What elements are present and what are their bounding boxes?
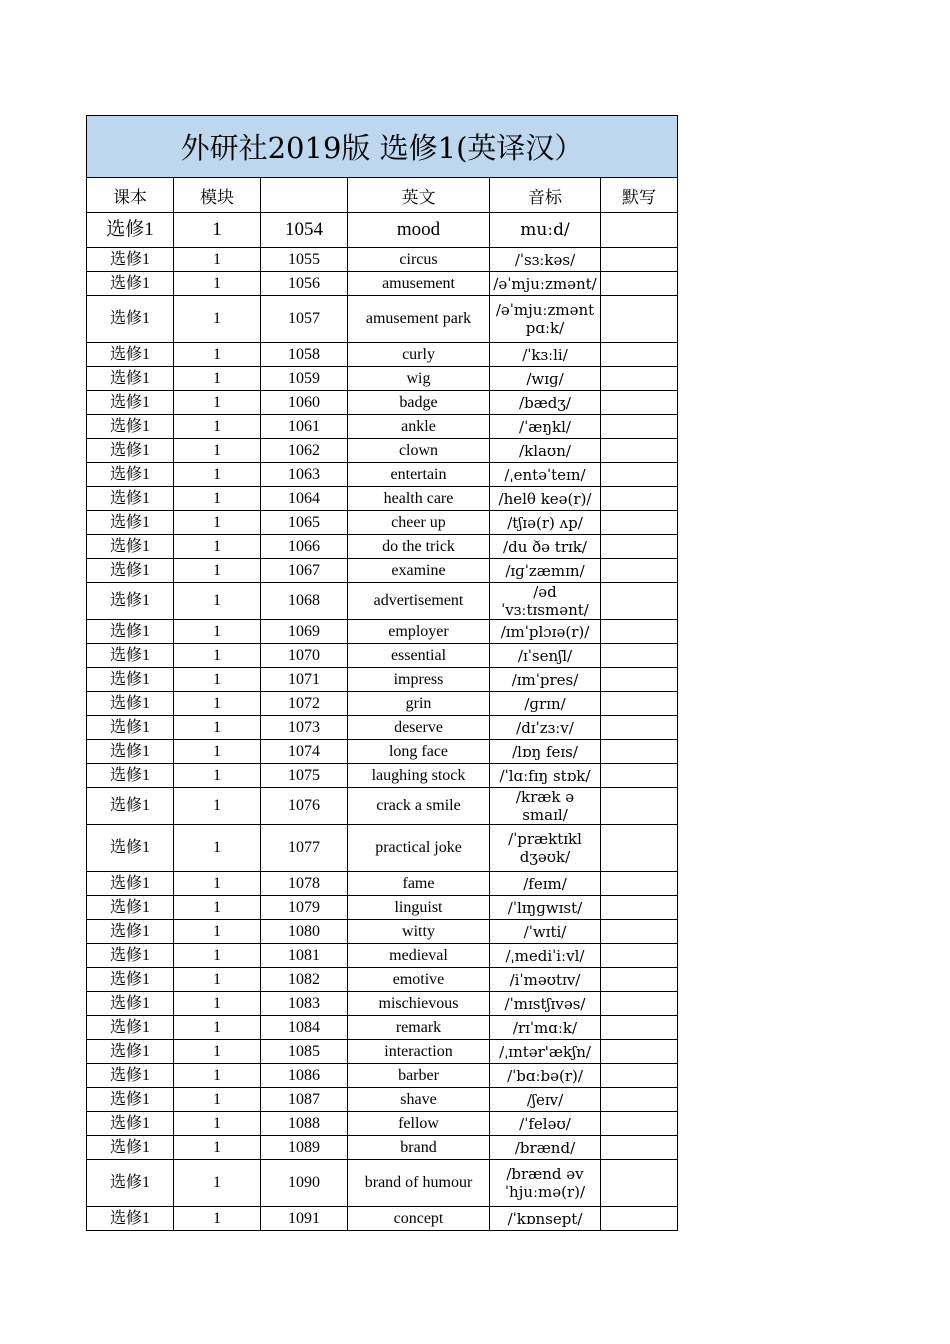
cell-phonetic: /ɪmˈplɔɪə(r)/ — [490, 620, 601, 644]
cell-book: 选修1 — [87, 968, 174, 992]
cell-book: 选修1 — [87, 1136, 174, 1160]
cell-book: 选修1 — [87, 367, 174, 391]
cell-english: laughing stock — [348, 764, 490, 788]
cell-dictation[interactable] — [601, 559, 678, 583]
table-row — [87, 692, 678, 716]
cell-number: 1068 — [261, 583, 348, 620]
table-row — [87, 296, 678, 343]
cell-book: 选修1 — [87, 740, 174, 764]
cell-dictation[interactable] — [601, 968, 678, 992]
table-row — [87, 1088, 678, 1112]
table-row — [87, 1160, 678, 1207]
cell-dictation[interactable] — [601, 487, 678, 511]
cell-english: advertisement — [348, 583, 490, 620]
cell-number: 1085 — [261, 1040, 348, 1064]
cell-book: 选修1 — [87, 248, 174, 272]
cell-number: 1069 — [261, 620, 348, 644]
cell-book: 选修1 — [87, 272, 174, 296]
cell-module: 1 — [174, 463, 261, 487]
header-dictation: 默写 — [601, 178, 678, 213]
table-row — [87, 213, 678, 248]
cell-phonetic: /ɪɡˈzæmɪn/ — [490, 559, 601, 583]
cell-dictation[interactable] — [601, 825, 678, 872]
cell-book: 选修1 — [87, 992, 174, 1016]
cell-phonetic: /ˈsɜːkəs/ — [490, 248, 601, 272]
cell-module: 1 — [174, 511, 261, 535]
cell-phonetic: /brænd əv ˈhjuːmə(r)/ — [490, 1160, 601, 1207]
cell-book: 选修1 — [87, 535, 174, 559]
cell-book: 选修1 — [87, 487, 174, 511]
cell-module: 1 — [174, 248, 261, 272]
cell-english: barber — [348, 1064, 490, 1088]
table-row — [87, 535, 678, 559]
cell-dictation[interactable] — [601, 872, 678, 896]
cell-phonetic: /əˈmjuːzmənt/ — [490, 272, 601, 296]
cell-module: 1 — [174, 391, 261, 415]
table-row — [87, 1040, 678, 1064]
cell-module: 1 — [174, 825, 261, 872]
cell-english: impress — [348, 668, 490, 692]
cell-book: 选修1 — [87, 944, 174, 968]
cell-phonetic: /ˈlɪŋɡwɪst/ — [490, 896, 601, 920]
cell-book: 选修1 — [87, 1040, 174, 1064]
cell-number: 1072 — [261, 692, 348, 716]
table-row — [87, 1064, 678, 1088]
table-row — [87, 487, 678, 511]
cell-dictation[interactable] — [601, 668, 678, 692]
cell-dictation[interactable] — [601, 213, 678, 248]
cell-english: amusement — [348, 272, 490, 296]
table-row — [87, 463, 678, 487]
cell-module: 1 — [174, 764, 261, 788]
cell-phonetic: /ˈwɪti/ — [490, 920, 601, 944]
cell-book: 选修1 — [87, 692, 174, 716]
cell-phonetic: /ɪmˈpres/ — [490, 668, 601, 692]
cell-number: 1074 — [261, 740, 348, 764]
cell-number: 1091 — [261, 1207, 348, 1231]
cell-phonetic: /ədˈvɜːtɪsmənt/ — [490, 583, 601, 620]
cell-number: 1060 — [261, 391, 348, 415]
table-row — [87, 944, 678, 968]
cell-english: shave — [348, 1088, 490, 1112]
cell-number: 1071 — [261, 668, 348, 692]
cell-number: 1082 — [261, 968, 348, 992]
cell-phonetic: /wɪɡ/ — [490, 367, 601, 391]
cell-english: interaction — [348, 1040, 490, 1064]
cell-english: witty — [348, 920, 490, 944]
cell-dictation[interactable] — [601, 1112, 678, 1136]
cell-book: 选修1 — [87, 296, 174, 343]
cell-dictation[interactable] — [601, 463, 678, 487]
cell-module: 1 — [174, 1136, 261, 1160]
cell-module: 1 — [174, 872, 261, 896]
cell-dictation[interactable] — [601, 535, 678, 559]
cell-phonetic: /ˈkɜːli/ — [490, 343, 601, 367]
cell-dictation[interactable] — [601, 944, 678, 968]
cell-book: 选修1 — [87, 644, 174, 668]
cell-book: 选修1 — [87, 788, 174, 825]
table-row — [87, 1136, 678, 1160]
cell-module: 1 — [174, 272, 261, 296]
vocabulary-table — [86, 115, 678, 1231]
table-row — [87, 716, 678, 740]
cell-phonetic: /ˌentəˈteɪn/ — [490, 463, 601, 487]
cell-number: 1089 — [261, 1136, 348, 1160]
table-row — [87, 825, 678, 872]
table-row — [87, 896, 678, 920]
cell-dictation[interactable] — [601, 583, 678, 620]
cell-dictation[interactable] — [601, 1064, 678, 1088]
table-row — [87, 367, 678, 391]
cell-dictation[interactable] — [601, 1040, 678, 1064]
table-row — [87, 343, 678, 367]
cell-dictation[interactable] — [601, 716, 678, 740]
cell-phonetic: /du ðə trɪk/ — [490, 535, 601, 559]
cell-module: 1 — [174, 1064, 261, 1088]
cell-module: 1 — [174, 1160, 261, 1207]
cell-book: 选修1 — [87, 463, 174, 487]
cell-phonetic: /iˈməʊtɪv/ — [490, 968, 601, 992]
cell-book: 选修1 — [87, 343, 174, 367]
cell-phonetic: /ˈlɑːfɪŋ stɒk/ — [490, 764, 601, 788]
cell-number: 1070 — [261, 644, 348, 668]
cell-module: 1 — [174, 716, 261, 740]
cell-number: 1076 — [261, 788, 348, 825]
cell-book: 选修1 — [87, 439, 174, 463]
cell-module: 1 — [174, 968, 261, 992]
cell-book: 选修1 — [87, 1064, 174, 1088]
cell-book: 选修1 — [87, 1112, 174, 1136]
cell-phonetic: /ˈkɒnsept/ — [490, 1207, 601, 1231]
cell-dictation[interactable] — [601, 1136, 678, 1160]
table-row — [87, 740, 678, 764]
cell-book: 选修1 — [87, 1207, 174, 1231]
cell-phonetic: /bædʒ/ — [490, 391, 601, 415]
cell-module: 1 — [174, 692, 261, 716]
header-book: 课本 — [87, 178, 174, 213]
cell-number: 1081 — [261, 944, 348, 968]
cell-english: curly — [348, 343, 490, 367]
cell-dictation[interactable] — [601, 620, 678, 644]
cell-number: 1087 — [261, 1088, 348, 1112]
table-row — [87, 415, 678, 439]
cell-english: mischievous — [348, 992, 490, 1016]
header-english: 英文 — [348, 178, 490, 213]
cell-book: 选修1 — [87, 391, 174, 415]
cell-number: 1080 — [261, 920, 348, 944]
sheet-title: 外研社2019版 选修1(英译汉） — [87, 116, 678, 178]
cell-module: 1 — [174, 944, 261, 968]
cell-module: 1 — [174, 668, 261, 692]
cell-book: 选修1 — [87, 1016, 174, 1040]
cell-module: 1 — [174, 583, 261, 620]
cell-number: 1058 — [261, 343, 348, 367]
cell-book: 选修1 — [87, 716, 174, 740]
cell-number: 1079 — [261, 896, 348, 920]
cell-english: amusement park — [348, 296, 490, 343]
cell-phonetic: /ˈfeləʊ/ — [490, 1112, 601, 1136]
table-row — [87, 1016, 678, 1040]
cell-module: 1 — [174, 1112, 261, 1136]
cell-number: 1066 — [261, 535, 348, 559]
cell-number: 1090 — [261, 1160, 348, 1207]
cell-phonetic: /ɡrɪn/ — [490, 692, 601, 716]
cell-phonetic: /feɪm/ — [490, 872, 601, 896]
cell-number: 1056 — [261, 272, 348, 296]
cell-english: clown — [348, 439, 490, 463]
cell-number: 1062 — [261, 439, 348, 463]
cell-phonetic: muːd/ — [490, 213, 601, 248]
cell-module: 1 — [174, 535, 261, 559]
cell-english: badge — [348, 391, 490, 415]
cell-phonetic: /brænd/ — [490, 1136, 601, 1160]
cell-number: 1077 — [261, 825, 348, 872]
cell-english: employer — [348, 620, 490, 644]
cell-number: 1057 — [261, 296, 348, 343]
table-row — [87, 1112, 678, 1136]
table-row — [87, 248, 678, 272]
cell-english: do the trick — [348, 535, 490, 559]
cell-english: circus — [348, 248, 490, 272]
cell-module: 1 — [174, 367, 261, 391]
header-module: 模块 — [174, 178, 261, 213]
cell-phonetic: /ʃeɪv/ — [490, 1088, 601, 1112]
cell-number: 1065 — [261, 511, 348, 535]
cell-phonetic: /kræk ə smaɪl/ — [490, 788, 601, 825]
cell-book: 选修1 — [87, 583, 174, 620]
cell-book: 选修1 — [87, 1160, 174, 1207]
cell-phonetic: /tʃɪə(r) ʌp/ — [490, 511, 601, 535]
cell-book: 选修1 — [87, 920, 174, 944]
cell-number: 1086 — [261, 1064, 348, 1088]
cell-english: long face — [348, 740, 490, 764]
cell-phonetic: /ˌɪntər'ækʃn/ — [490, 1040, 601, 1064]
cell-english: cheer up — [348, 511, 490, 535]
cell-book: 选修1 — [87, 668, 174, 692]
cell-number: 1055 — [261, 248, 348, 272]
table-row — [87, 920, 678, 944]
header-number — [261, 178, 348, 213]
cell-module: 1 — [174, 644, 261, 668]
cell-english: examine — [348, 559, 490, 583]
cell-module: 1 — [174, 343, 261, 367]
cell-module: 1 — [174, 1088, 261, 1112]
cell-book: 选修1 — [87, 872, 174, 896]
cell-book: 选修1 — [87, 896, 174, 920]
cell-english: entertain — [348, 463, 490, 487]
cell-dictation[interactable] — [601, 920, 678, 944]
cell-english: emotive — [348, 968, 490, 992]
table-row — [87, 1207, 678, 1231]
cell-dictation[interactable] — [601, 692, 678, 716]
cell-module: 1 — [174, 559, 261, 583]
cell-dictation[interactable] — [601, 644, 678, 668]
cell-module: 1 — [174, 788, 261, 825]
cell-module: 1 — [174, 415, 261, 439]
cell-phonetic: /helθ keə(r)/ — [490, 487, 601, 511]
cell-book: 选修1 — [87, 415, 174, 439]
header-phonetic: 音标 — [490, 178, 601, 213]
cell-phonetic: /ˈpræktɪkl dʒəʊk/ — [490, 825, 601, 872]
cell-dictation[interactable] — [601, 1016, 678, 1040]
table-row — [87, 872, 678, 896]
cell-english: remark — [348, 1016, 490, 1040]
cell-dictation[interactable] — [601, 992, 678, 1016]
cell-dictation[interactable] — [601, 788, 678, 825]
cell-module: 1 — [174, 992, 261, 1016]
table-row — [87, 511, 678, 535]
table-row — [87, 439, 678, 463]
table-row — [87, 764, 678, 788]
cell-dictation[interactable] — [601, 272, 678, 296]
cell-phonetic: /əˈmjuːzmənt pɑːk/ — [490, 296, 601, 343]
cell-module: 1 — [174, 740, 261, 764]
cell-dictation[interactable] — [601, 896, 678, 920]
cell-english: wig — [348, 367, 490, 391]
table-row — [87, 644, 678, 668]
cell-dictation[interactable] — [601, 764, 678, 788]
cell-module: 1 — [174, 896, 261, 920]
cell-module: 1 — [174, 1016, 261, 1040]
cell-phonetic: /rɪˈmɑːk/ — [490, 1016, 601, 1040]
cell-book: 选修1 — [87, 1088, 174, 1112]
cell-number: 1067 — [261, 559, 348, 583]
cell-english: deserve — [348, 716, 490, 740]
cell-book: 选修1 — [87, 559, 174, 583]
table-row — [87, 272, 678, 296]
cell-english: concept — [348, 1207, 490, 1231]
cell-book: 选修1 — [87, 825, 174, 872]
cell-phonetic: /ˌmediˈiːvl/ — [490, 944, 601, 968]
cell-english: fellow — [348, 1112, 490, 1136]
cell-english: brand — [348, 1136, 490, 1160]
table-row — [87, 620, 678, 644]
cell-number: 1064 — [261, 487, 348, 511]
cell-module: 1 — [174, 439, 261, 463]
cell-phonetic: /klaʊn/ — [490, 439, 601, 463]
cell-english: linguist — [348, 896, 490, 920]
cell-module: 1 — [174, 1207, 261, 1231]
cell-english: crack a smile — [348, 788, 490, 825]
cell-number: 1061 — [261, 415, 348, 439]
cell-phonetic: /ˈbɑːbə(r)/ — [490, 1064, 601, 1088]
cell-number: 1083 — [261, 992, 348, 1016]
cell-dictation[interactable] — [601, 248, 678, 272]
cell-number: 1063 — [261, 463, 348, 487]
cell-number: 1075 — [261, 764, 348, 788]
cell-english: grin — [348, 692, 490, 716]
cell-number: 1084 — [261, 1016, 348, 1040]
cell-book: 选修1 — [87, 764, 174, 788]
cell-dictation[interactable] — [601, 1207, 678, 1231]
cell-dictation[interactable] — [601, 439, 678, 463]
cell-english: practical joke — [348, 825, 490, 872]
table-row — [87, 968, 678, 992]
cell-dictation[interactable] — [601, 511, 678, 535]
cell-number: 1088 — [261, 1112, 348, 1136]
cell-english: essential — [348, 644, 490, 668]
cell-number: 1054 — [261, 213, 348, 248]
table-row — [87, 559, 678, 583]
cell-dictation[interactable] — [601, 296, 678, 343]
table-row — [87, 668, 678, 692]
table-row — [87, 788, 678, 825]
cell-module: 1 — [174, 487, 261, 511]
header-row — [87, 178, 678, 213]
cell-dictation[interactable] — [601, 391, 678, 415]
cell-english: brand of humour — [348, 1160, 490, 1207]
cell-english: medieval — [348, 944, 490, 968]
cell-english: mood — [348, 213, 490, 248]
cell-phonetic: /ˈæŋkl/ — [490, 415, 601, 439]
cell-book: 选修1 — [87, 511, 174, 535]
table-row — [87, 992, 678, 1016]
cell-english: health care — [348, 487, 490, 511]
cell-module: 1 — [174, 1040, 261, 1064]
cell-number: 1078 — [261, 872, 348, 896]
cell-module: 1 — [174, 296, 261, 343]
cell-phonetic: /ˈmɪstʃɪvəs/ — [490, 992, 601, 1016]
cell-book: 选修1 — [87, 620, 174, 644]
cell-english: fame — [348, 872, 490, 896]
table-row — [87, 583, 678, 620]
cell-module: 1 — [174, 620, 261, 644]
cell-phonetic: /ɪˈsenʃl/ — [490, 644, 601, 668]
cell-phonetic: /dɪˈzɜːv/ — [490, 716, 601, 740]
cell-module: 1 — [174, 213, 261, 248]
cell-dictation[interactable] — [601, 1160, 678, 1207]
cell-dictation[interactable] — [601, 1088, 678, 1112]
cell-number: 1059 — [261, 367, 348, 391]
table-row — [87, 391, 678, 415]
cell-phonetic: /lɒŋ feɪs/ — [490, 740, 601, 764]
cell-dictation[interactable] — [601, 740, 678, 764]
cell-dictation[interactable] — [601, 343, 678, 367]
cell-english: ankle — [348, 415, 490, 439]
cell-book: 选修1 — [87, 213, 174, 248]
cell-module: 1 — [174, 920, 261, 944]
cell-number: 1073 — [261, 716, 348, 740]
cell-dictation[interactable] — [601, 415, 678, 439]
cell-dictation[interactable] — [601, 367, 678, 391]
